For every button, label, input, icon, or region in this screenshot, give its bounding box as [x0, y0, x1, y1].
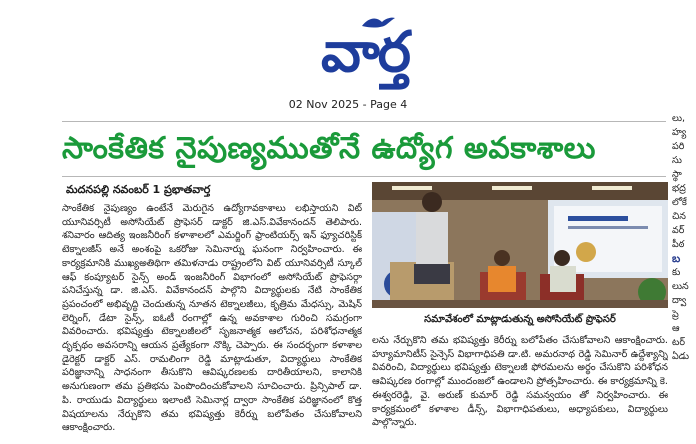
seminar-photo	[372, 182, 668, 308]
newspaper-logo: వార్త	[321, 20, 409, 85]
fragment-line: ద్వా	[672, 295, 687, 306]
masthead	[0, 0, 696, 96]
divider	[62, 176, 666, 177]
fragment-line: స్థా	[672, 169, 682, 180]
fragment-line: హ్య	[672, 127, 687, 138]
article-column-right: లను నేర్చుకొని తమ భవిష్యత్తు కెరీర్ను బలోపేతం చేసుకోవాలని ఆకాంక్షించారు. హ్యూమానిటీస్ సైన్సెస్ విభాగాధిపతి డా.టి. అమరనాథ రెడ్డి సెమినార్ ఉద్దేశ్యాన్ని వివరించి, విద్యార్థులు భవిష్యత్తు టెక్నాలజీ ఫోరమలను అర్థం చేసుకొని పరిశోధన ఆవిష్కరణ రంగాల్లో ముందంజలో ఉండాలని ప్రోత్సహించారు. ఈ కార్యక్రమాన్ని కె. ఈశ్వరరెడ్డి, వై. అరుణ్ కుమార్ రెడ్డి సమన్వయం తో నిర్వహించారు. ఈ కార్యక్రమంలో కళాశాల డీన్స్, విభాగాధిపతులు, అధ్యాపకులు, విద్యార్థులు పాల్గొన్నారు.	[372, 335, 668, 429]
fragment-heading: బ	[672, 252, 681, 265]
article-column-left	[62, 180, 362, 442]
adjacent-article-fragment	[672, 112, 696, 444]
fragment-line: లు,	[672, 113, 686, 124]
fragment-line: భద్ర	[672, 183, 686, 194]
fragment-line: ఏడు	[672, 351, 690, 362]
byline: మదనపల్లి నవంబర్ 1 ప్రభాతవార్త	[66, 183, 211, 196]
fragment-line: కు	[672, 267, 681, 278]
fragment-line: సు	[672, 155, 682, 166]
fragment-line: లోకే	[672, 197, 687, 208]
fragment-line: పీఠ	[672, 239, 685, 250]
fragment-line: ఆ	[672, 323, 680, 334]
fragment-line: ప్రె	[672, 309, 679, 320]
article-body: సాంకేతిక నైపుణ్యం ఉంటేనే మెరుగైన ఉద్యోగావకాశాలు లభిస్తాయని విట్ యూనివర్సిటీ అసోసియేట్ ప్రొఫెసర్ డాక్టర్ జి.ఎస్.వివేకానందన్ తెలిపారు. శనివారం ఆదిత్య ఇంజనీరింగ్ కళాశాలలో ఎమర్జింగ్ ఫ్రాంటియర్స్ ఇన్ ఫ్యూచరిస్టిక్ టెక్నాలజీస్ అనే అంశంపై ఒకరోజు సెమినార్ను ఘనంగా నిర్వహించారు. ఈ కార్యక్రమానికి ముఖ్యఅతిథిగా తమిళనాడు రాష్ట్రంలోని విట్ యూనివర్సిటీ స్కూల్ ఆఫ్ కంప్యూటర్ సైన్స్ అండ్ ఇంజనీరింగ్ విభాగంలో అసోసియేట్ ప్రొఫెసర్గా పనిచేస్తున్న డా. జి.ఎస్. వివేకానందన్ పాల్గొని విద్యార్థులకు నేటి సాంకేతిక ప్రపంచంలో అభివృద్ధి చెందుతున్న నూతన టెక్నాలజీలు, కృత్రిమ మేధస్సు, మెషిన్ లెర్నింగ్, డేటా సైన్స్, ఐఓటీ రంగాల్లో ఉన్న అవకాశాల గురించి సమగ్రంగా వివరించారు. భవిష్యత్తు టెక్నాలజీలలో సృజనాత్మక ఆలోచన, పరిశోధనాత్మక దృక్పథం అవసరాన్ని ఆయన ప్రత్యేకంగా నొక్కి చెప్పారు. ఈ సందర్భంగా కళాశాల డైరెక్టర్ డాక్టర్ ఎస్. రామలింగా రెడ్డి మాట్లాడుతూ, విద్యార్థులు సాంకేతిక పరిజ్ఞానాన్ని సాధనంగా తీసుకొని ఆవిష్కరణలకు దారితీయాలని, కాలానికి అనుగుణంగా తమ ప్రతిభను పెంపొందించుకోవాలని సూచించారు. ప్రిన్సిపాల్ డా. పి. రాయుడు విద్యార్థులు ఇలాంటి సెమినార్ల ద్వారా సాంకేతిక పరిజ్ఞానంలో కొత్త విషయాలను నేర్చుకొని తమ భవిష్యత్తు కెరీర్ను బలోపేతం చేసుకోవాలని ఆకాంక్షించారు.	[62, 203, 362, 434]
fragment-line: వర్	[672, 225, 685, 236]
fragment-line: చిన	[672, 211, 686, 222]
divider	[62, 121, 666, 122]
photo-caption: సమావేశంలో మాట్లాడుతున్న అసోసియేట్ ప్రొఫెసర్	[424, 314, 616, 325]
edition-dateline: 02 Nov 2025 - Page 4	[288, 98, 408, 111]
fragment-line: పరి	[672, 141, 685, 152]
fragment-line: టర్	[672, 337, 685, 348]
seminar-photo-image	[372, 182, 668, 308]
fragment-line: లున	[672, 281, 689, 292]
headline: సాంకేతిక నైపుణ్యముతోనే ఉద్యోగ అవకాశాలు	[62, 131, 596, 166]
